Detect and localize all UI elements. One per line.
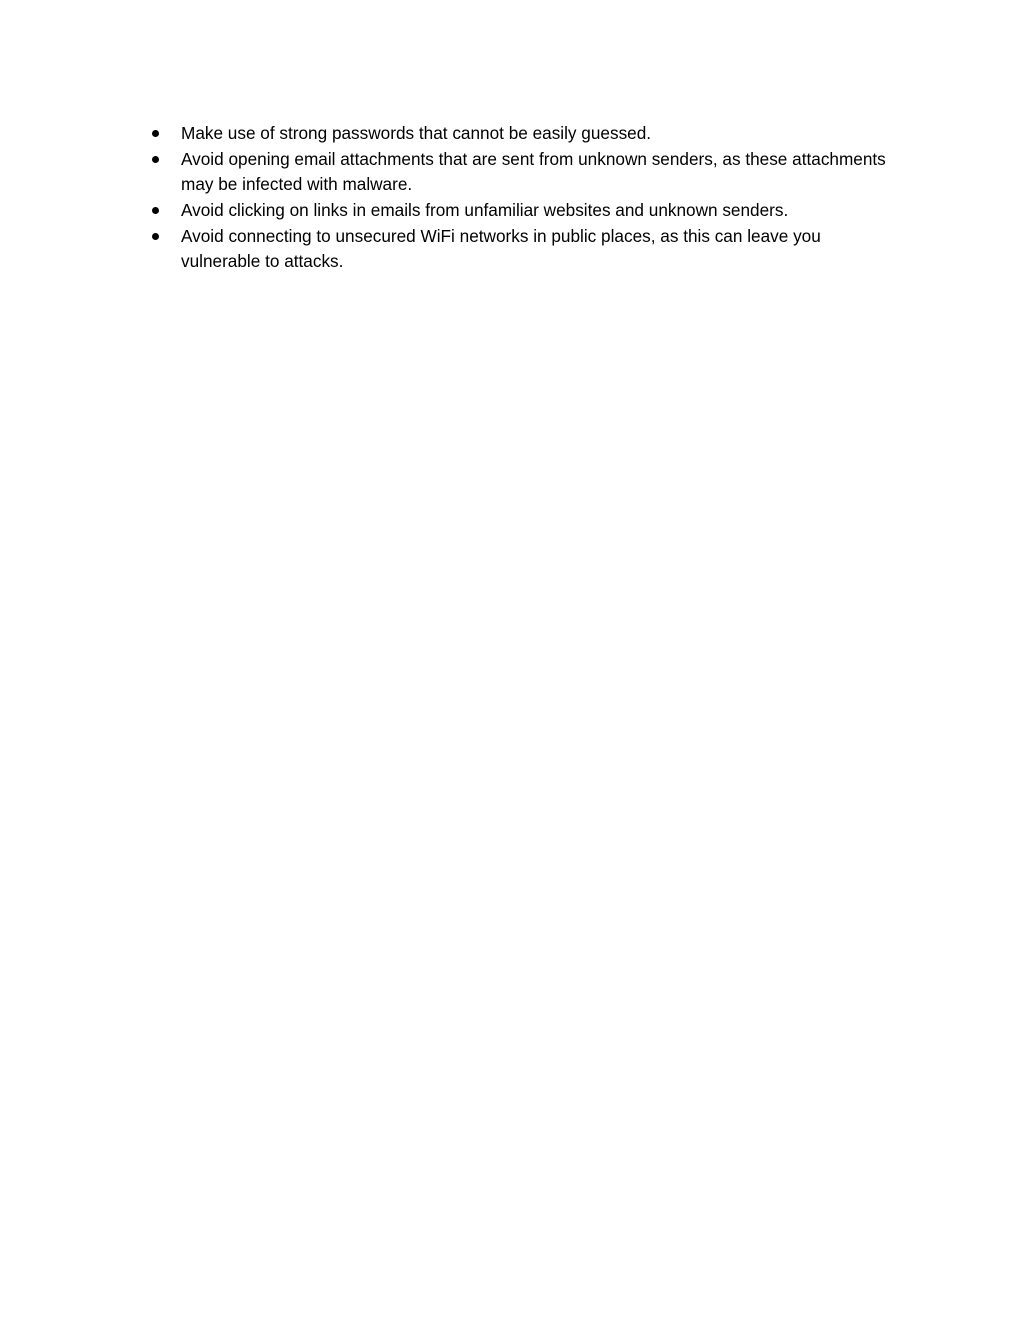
bullet-icon <box>152 156 159 163</box>
list-item <box>149 198 889 223</box>
list-item-text: Avoid connecting to unsecured WiFi networks in public places, as this can leave you vulnerable to attacks. <box>181 226 821 271</box>
list-item <box>149 147 889 197</box>
bullet-icon <box>152 233 159 240</box>
list-item <box>149 121 889 146</box>
list-item-text: Avoid clicking on links in emails from unfamiliar websites and unknown senders. <box>181 200 789 220</box>
bullet-icon <box>152 207 159 214</box>
security-tips-list <box>149 121 889 275</box>
bullet-icon <box>152 130 159 137</box>
list-item-text: Avoid opening email attachments that are sent from unknown senders, as these attachments may be infected with malware. <box>181 149 886 194</box>
list-item <box>149 224 889 274</box>
list-item-text: Make use of strong passwords that cannot be easily guessed. <box>181 123 652 143</box>
